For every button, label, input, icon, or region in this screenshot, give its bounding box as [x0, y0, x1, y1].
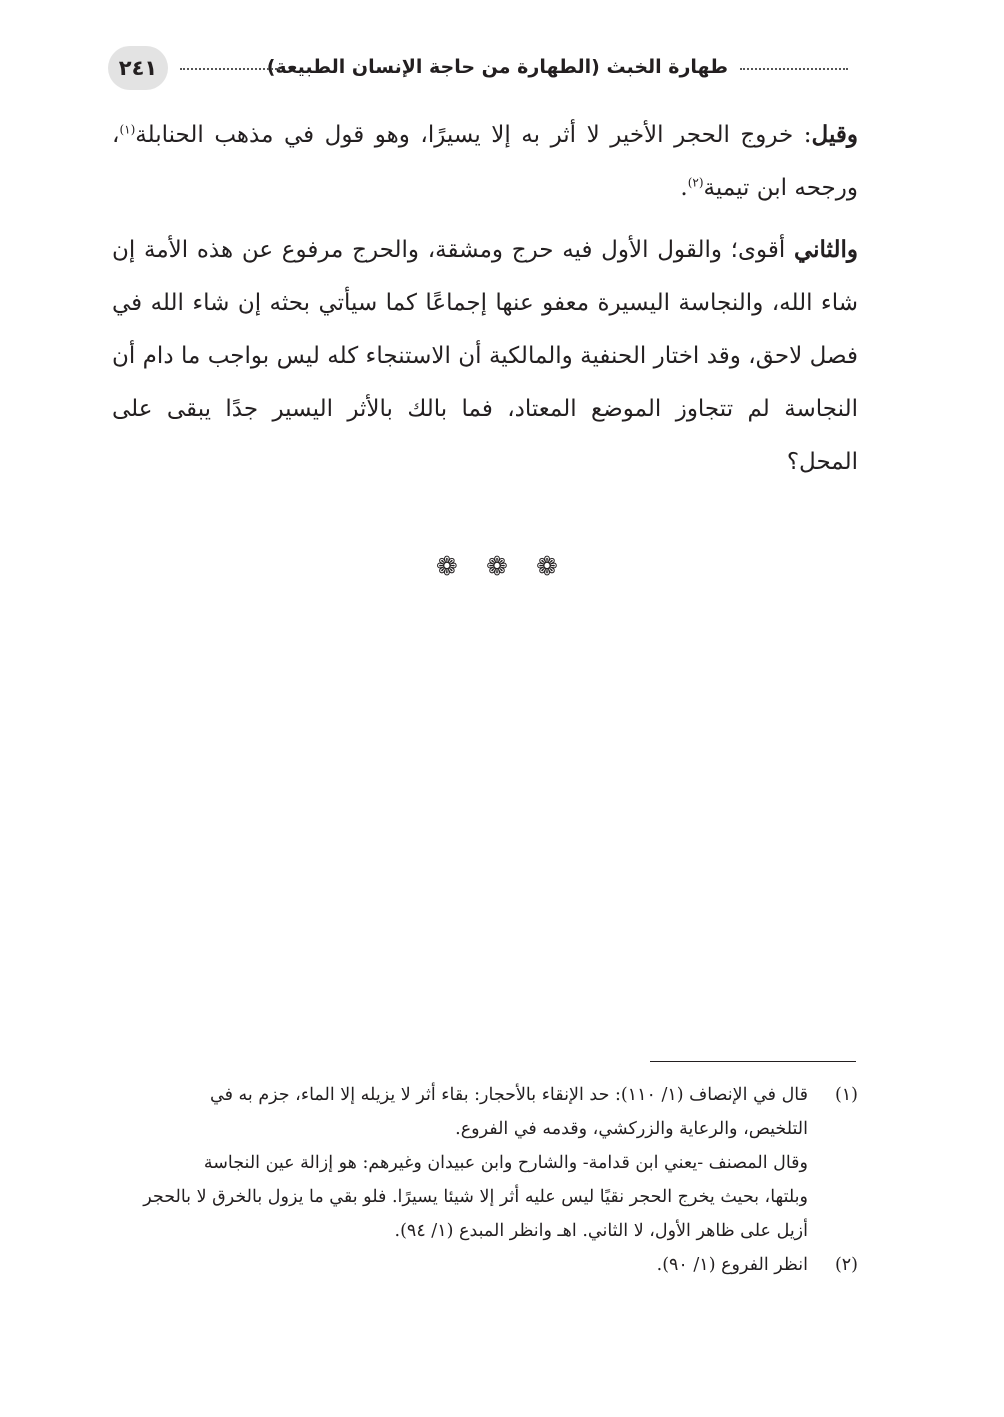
running-header-title: طهارة الخبث (الطهارة من حاجة الإنسان الطبيعة): [266, 56, 728, 78]
footnote-2-line-1: انظر الفروع (١/ ٩٠).: [656, 1255, 808, 1275]
footnote-1-line-1: قال في الإنصاف (١/ ١١٠): حد الإنقاء بالأحجار: بقاء أثر لا يزيله إلا الماء، جزم به في: [209, 1085, 808, 1105]
footnotes: [112, 1078, 860, 1282]
running-header: [108, 50, 848, 96]
footnote-ref-1[interactable]: (١): [119, 122, 136, 137]
footnote-1-line-4: وبلتها، بحيث يخرج الحجر نقيًا ليس عليه أثر إلا شيئا يسيرًا. فلو بقي ما يزول بالخرق لا بالحجر: [143, 1187, 808, 1207]
paragraph-1: [112, 108, 858, 215]
footnote-2-number: (٢): [834, 1255, 858, 1275]
paragraph-1-text-1: : خروج الحجر الأخير لا أثر به إلا يسيرًا، وهو قول في مذهب الحنابلة: [135, 122, 812, 148]
footnote-1-line-2: التلخيص، والرعاية والزركشي، وقدمه في الفروع.: [455, 1119, 808, 1139]
paragraph-1-text-3: .: [680, 175, 688, 201]
paragraph-2: [112, 223, 858, 489]
footnote-1-line-5: أزيل على ظاهر الأول، لا الثاني. اهـ وانظر المبدع (١/ ٩٤).: [394, 1221, 808, 1241]
paragraph-2-lead: والثاني: [793, 236, 858, 263]
footnote-separator: [650, 1061, 856, 1062]
section-ornament: ❁ ❁ ❁: [436, 552, 568, 582]
header-dotted-leader-left: [180, 68, 280, 70]
main-text: [112, 108, 858, 497]
paragraph-1-lead: وقيل: [811, 121, 858, 148]
footnote-1-number: (١): [834, 1085, 858, 1105]
footnote-1-line-3: وقال المصنف -يعني ابن قدامة- والشارح وابن عبيدان وغيرهم: هو إزالة عين النجاسة: [203, 1153, 808, 1173]
footnote-1: [112, 1078, 860, 1248]
footnote-ref-2[interactable]: (٢): [687, 175, 704, 190]
paragraph-1-text-2: ، ورجحه ابن تيمية: [112, 122, 858, 201]
header-dotted-leader-right: [740, 68, 848, 70]
page-number: ٢٤١: [108, 46, 168, 90]
paragraph-2-text: أقوى؛ والقول الأول فيه حرج ومشقة، والحرج مرفوع عن هذه الأمة إن شاء الله، والنجاسة اليسيرة معفو عنها إجماعًا كما سيأتي بحثه إن شاء الله في فصل لاحق، وقد اختار الحنفية والمالكية أن الاستنجاء كله ليس بواجب ما دام أن النجاسة لم تتجاوز الموضع المعتاد، فما بالك بالأثر اليسير جدًا يبقى على المحل؟: [112, 237, 858, 475]
footnote-2: [112, 1248, 860, 1282]
